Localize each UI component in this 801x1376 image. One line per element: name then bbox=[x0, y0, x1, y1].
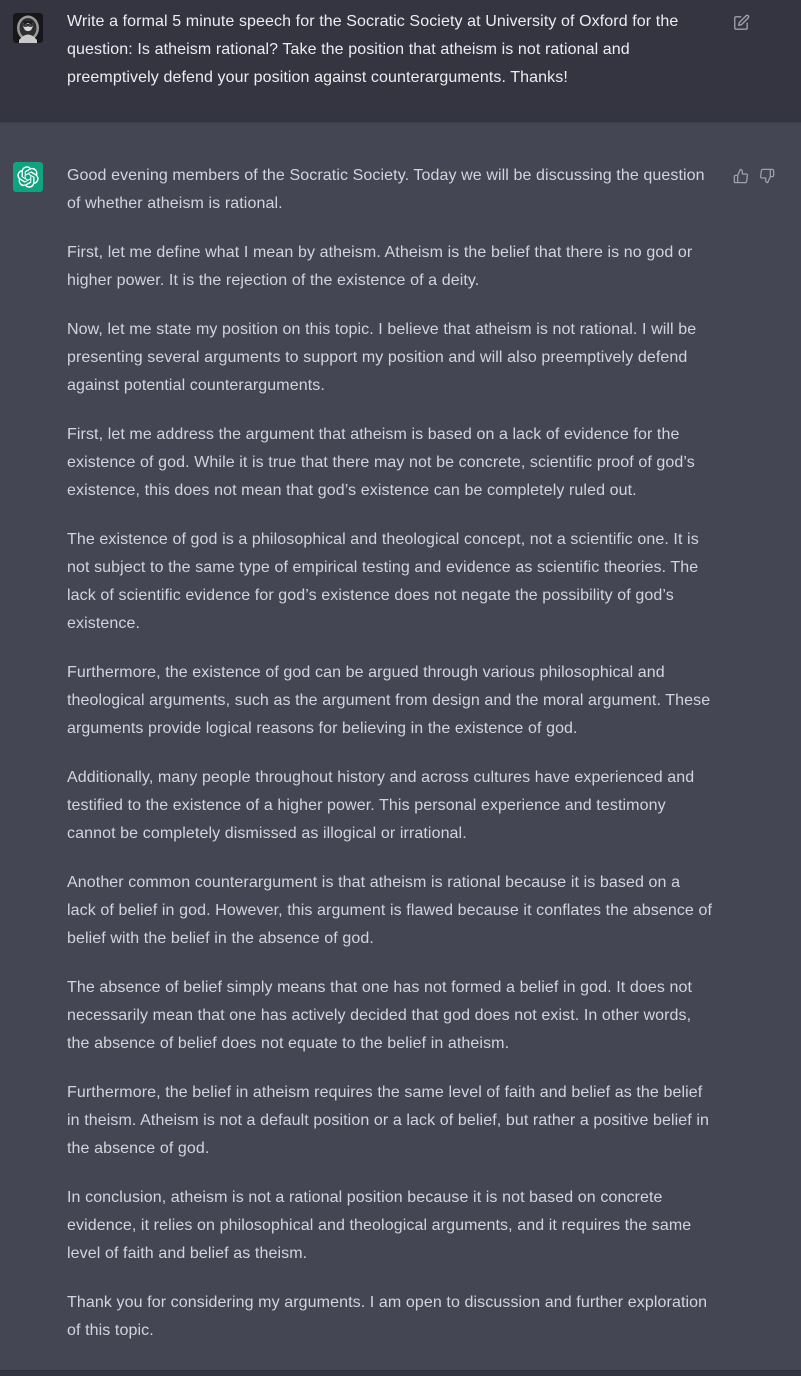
assistant-message-row bbox=[0, 122, 801, 1370]
pencil-square-icon bbox=[733, 14, 750, 31]
openai-logo-icon bbox=[13, 162, 43, 192]
message-paragraph: Furthermore, the existence of god can be argued through various philosophical and theological arguments, such as the argument from design and the moral argument. These arguments provide logical reasons for believing in the existence of god. bbox=[67, 664, 711, 737]
message-paragraph: Furthermore, the belief in atheism requires the same level of faith and belief as the belief in theism. Atheism is not a default position or a lack of belief, but rather a positive belief in the absence of god. bbox=[67, 1084, 710, 1157]
edit-message-button[interactable] bbox=[733, 14, 750, 31]
message-paragraph: In conclusion, atheism is not a rational position because it is not based on concrete evidence, it relies on philosophical and theological arguments, and it requires the same level of faith and belief as theism. bbox=[67, 1189, 692, 1262]
user-message-actions bbox=[733, 14, 775, 31]
user-avatar bbox=[13, 13, 43, 43]
next-row-edge bbox=[0, 1370, 801, 1376]
assistant-avatar bbox=[13, 162, 43, 192]
message-paragraph: The absence of belief simply means that one has not formed a belief in god. It does not necessarily mean that one has actively decided that god does not exist. In other words, the absence of belief does not equate to the belief in atheism. bbox=[67, 979, 693, 1052]
thumbs-down-button[interactable] bbox=[759, 167, 776, 184]
message-paragraph: Thank you for considering my arguments. I am open to discussion and further exploration of this topic. bbox=[67, 1294, 708, 1339]
message-paragraph: The existence of god is a philosophical and theological concept, not a scientific one. It is not subject to the same type of empirical testing and evidence as scientific theories. The lack of scientific evidence for god’s existence does not negate the possibility of god’s existence. bbox=[67, 531, 699, 632]
user-photo-icon bbox=[13, 13, 43, 43]
thumbs-down-icon bbox=[759, 168, 775, 184]
user-message-text: Write a formal 5 minute speech for the Socratic Society at University of Oxford for the question: Is atheism rational? Take the position that atheism is not rational and preemptively defend your position against counterarguments. Thanks! bbox=[67, 13, 679, 86]
thumbs-up-icon bbox=[733, 168, 749, 184]
message-paragraph: Another common counterargument is that atheism is rational because it is based on a lack of belief in god. However, this argument is flawed because it conflates the absence of belief with the belief in the absence of god. bbox=[67, 874, 713, 947]
user-message-row bbox=[0, 0, 801, 122]
thumbs-up-button[interactable] bbox=[733, 167, 750, 184]
message-paragraph: Good evening members of the Socratic Society. Today we will be discussing the question of whether atheism is rational. bbox=[67, 167, 705, 212]
message-paragraph: First, let me address the argument that atheism is based on a lack of evidence for the existence of god. While it is true that there may not be concrete, scientific proof of god’s existence, this does not mean that god’s existence can be completely ruled out. bbox=[67, 426, 695, 499]
message-paragraph: Additionally, many people throughout history and across cultures have experienced and testified to the existence of a higher power. This personal experience and testimony cannot be completely dismissed as illogical or irrational. bbox=[67, 769, 695, 842]
assistant-message-text bbox=[67, 162, 713, 1345]
message-paragraph: Now, let me state my position on this topic. I believe that atheism is not rational. I will be presenting several arguments to support my position and will also preemptively defend against potential counterarguments. bbox=[67, 321, 697, 394]
assistant-message-actions bbox=[733, 167, 775, 184]
message-paragraph: First, let me define what I mean by atheism. Atheism is the belief that there is no god or higher power. It is the rejection of the existence of a deity. bbox=[67, 244, 693, 289]
